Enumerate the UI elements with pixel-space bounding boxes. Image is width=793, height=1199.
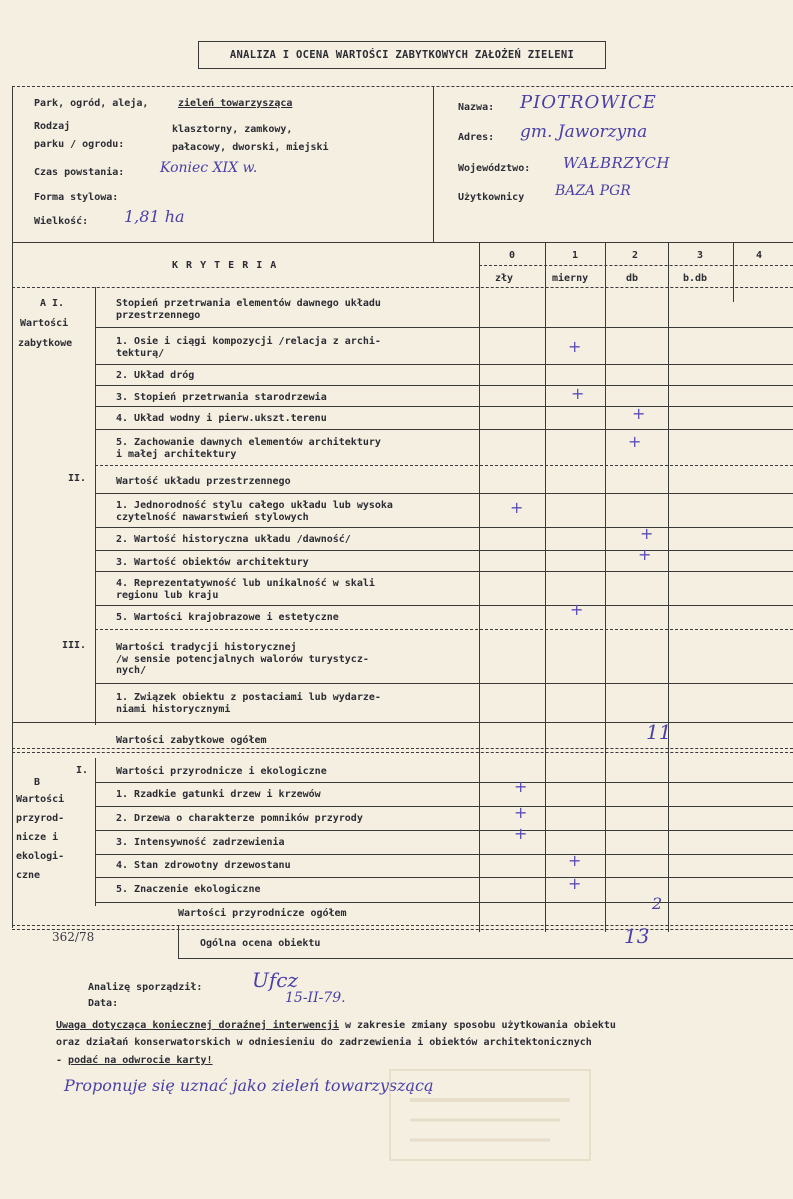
rule — [95, 629, 793, 630]
rule — [95, 465, 793, 466]
criterion-a2-1: 1. Jednorodność stylu całego układu lub wysoka czytelność nawarstwień stylowych — [116, 500, 393, 523]
parku-label: parku / ogrodu: — [34, 139, 125, 150]
col-1-number: 1 — [572, 250, 579, 261]
adres-label: Adres: — [458, 132, 495, 143]
rule — [95, 385, 793, 386]
group-3-title: Wartości tradycji historycznej /w sensie potencjalnych walorów turystycz- nych/ — [116, 642, 369, 676]
criterion-a1-4: 4. Układ wodny i pierw.ukszt.terenu — [116, 413, 327, 424]
data-value: 15-II-79. — [285, 990, 346, 1006]
section-a-side-2: zabytkowe — [18, 338, 73, 349]
nazwa-label: Nazwa: — [458, 102, 495, 113]
rule — [95, 406, 793, 407]
col-divider-4 — [733, 242, 734, 302]
double-rule-total — [12, 925, 793, 930]
mark-a1-5: + — [628, 432, 642, 451]
czas-value: Koniec XIX w. — [160, 160, 258, 176]
rule — [95, 429, 793, 430]
rule — [12, 722, 793, 723]
mark-a2-1: + — [510, 498, 524, 517]
col-4-number: 4 — [756, 250, 763, 261]
rule — [95, 550, 793, 551]
header-row-bottom — [12, 287, 793, 288]
forma-label: Forma stylowa: — [34, 192, 119, 203]
reference-number: 362/78 — [52, 930, 95, 944]
mark-b-2: + — [514, 803, 528, 822]
data-label: Data: — [88, 998, 119, 1009]
mark-b-4: + — [568, 851, 582, 870]
section-a-letter: A I. — [40, 298, 65, 309]
col-divider-2 — [605, 242, 606, 932]
header-bottom-rule — [12, 242, 793, 243]
mark-a2-3: + — [638, 545, 652, 564]
col-0-number: 0 — [509, 250, 516, 261]
uwaga-rest: w zakresie zmiany sposobu użytkowania obiektu — [338, 1020, 616, 1031]
rule — [95, 877, 793, 878]
park-label: Park, ogród, aleja, — [34, 98, 149, 109]
col-divider-0 — [479, 242, 480, 932]
overall-box-left — [178, 926, 179, 958]
overall-box-bottom — [178, 958, 793, 959]
kryteria-header: K R Y T E R I A — [172, 260, 278, 271]
sporzadzil-label: Analizę sporządził: — [88, 982, 203, 993]
mark-b-1: + — [514, 777, 528, 796]
rule — [95, 782, 793, 783]
czas-label: Czas powstania: — [34, 167, 125, 178]
section-b-side-5: czne — [16, 870, 41, 881]
criterion-a2-5: 5. Wartości krajobrazowe i estetyczne — [116, 612, 339, 623]
rodzaj-label: Rodzaj — [34, 121, 71, 132]
col-3-label: b.db — [683, 273, 708, 284]
double-rule-ab — [12, 748, 793, 753]
mark-a1-1: + — [568, 337, 582, 356]
col-divider-1 — [545, 242, 546, 932]
uwaga-line-1 — [56, 1020, 616, 1032]
wojewodztwo-value: WAŁBRZYCH — [563, 154, 670, 172]
rule — [95, 683, 793, 684]
section-b-side-4: ekologi- — [16, 851, 65, 862]
mark-a1-3: + — [571, 384, 585, 403]
uwaga-odwrocie: podać na odwrocie karty! — [68, 1055, 213, 1066]
section-b-total-value: 2 — [652, 894, 663, 913]
mark-a1-4: + — [632, 404, 646, 423]
criterion-a2-3: 3. Wartość obiektów architektury — [116, 557, 309, 568]
criterion-b-4: 4. Stan zdrowotny drzewostanu — [116, 860, 291, 871]
criterion-b-3: 3. Intensywność zadrzewienia — [116, 837, 285, 848]
uwaga-underlined: Uwaga dotycząca koniecznej doraźnej interwencji — [56, 1020, 339, 1031]
rule — [95, 806, 793, 807]
group-2-roman: II. — [68, 473, 87, 484]
rule — [95, 605, 793, 606]
mark-a2-5: + — [570, 600, 584, 619]
col-1-label: mierny — [552, 273, 589, 284]
col-2-number: 2 — [632, 250, 639, 261]
section-b-letter: B — [34, 777, 41, 788]
uzytkownicy-value: BAZA PGR — [555, 183, 631, 199]
col-header-mid-rule — [479, 265, 793, 266]
rule — [95, 327, 793, 328]
criterion-b-2: 2. Drzewa o charakterze pomników przyrody — [116, 813, 363, 824]
section-b-side-1: Wartości — [16, 794, 65, 805]
rule — [95, 830, 793, 831]
col-2-label: db — [626, 273, 639, 284]
rule — [95, 364, 793, 365]
section-b-title: Wartości przyrodnicze i ekologiczne — [116, 766, 327, 777]
criterion-b-5: 5. Znaczenie ekologiczne — [116, 884, 261, 895]
rule — [95, 527, 793, 528]
nazwa-value: PIOTROWICE — [520, 92, 657, 113]
park-type-selected: zieleń towarzysząca — [178, 98, 293, 109]
rodzaj-options-1: klasztorny, zamkowy, — [172, 124, 293, 135]
rule — [95, 493, 793, 494]
criterion-a3-1: 1. Związek obiektu z postaciami lub wydarze- niami historycznymi — [116, 692, 381, 715]
uwaga-line-3 — [56, 1055, 213, 1067]
criterion-a1-5: 5. Zachowanie dawnych elementów architektury i małej architektury — [116, 437, 381, 460]
left-col-divider-a — [95, 287, 96, 725]
handwritten-note: Proponuje się uznać jako zieleń towarzyszącą — [64, 1076, 434, 1095]
mark-b-3: + — [514, 824, 528, 843]
col-0-label: zły — [495, 273, 514, 284]
section-b-side-2: przyrod- — [16, 813, 65, 824]
group-1-title: Stopień przetrwania elementów dawnego układu przestrzennego — [116, 298, 381, 321]
sporzadzil-signature: Ufcz — [252, 968, 298, 992]
mark-a2-2: + — [640, 524, 654, 543]
mark-b-5: + — [568, 874, 582, 893]
section-a-total-value: 11 — [646, 720, 672, 744]
col-divider-3 — [668, 242, 669, 932]
rule — [95, 571, 793, 572]
rule — [95, 902, 793, 903]
group-3-roman: III. — [62, 640, 87, 651]
section-a-total-label: Wartości zabytkowe ogółem — [116, 735, 267, 746]
faded-stamp-graphic — [380, 1060, 600, 1170]
overall-value: 13 — [624, 924, 650, 948]
group-2-title: Wartość układu przestrzennego — [116, 476, 291, 487]
wojewodztwo-label: Województwo: — [458, 163, 531, 174]
overall-label: Ogólna ocena obiektu — [200, 938, 321, 949]
header-divider — [433, 86, 434, 242]
col-3-number: 3 — [697, 250, 704, 261]
rule — [95, 854, 793, 855]
section-a-side-1: Wartości — [20, 318, 69, 329]
criterion-b-1: 1. Rzadkie gatunki drzew i krzewów — [116, 789, 321, 800]
criterion-a1-2: 2. Układ dróg — [116, 370, 195, 381]
wielkosc-value: 1,81 ha — [124, 207, 185, 226]
section-b-total-label: Wartości przyrodnicze ogółem — [178, 908, 347, 919]
uzytkownicy-label: Użytkownicy — [458, 192, 525, 203]
uwaga-line-2: oraz działań konserwatorskich w odniesieniu do zadrzewienia i obiektów architektonicznych — [56, 1037, 592, 1048]
criterion-a2-4: 4. Reprezentatywność lub unikalność w skali regionu lub kraju — [116, 578, 375, 601]
rodzaj-options-2: pałacowy, dworski, miejski — [172, 142, 329, 153]
section-b-side-3: nicze i — [16, 832, 59, 843]
criterion-a1-1: 1. Osie i ciągi kompozycji /relacja z archi- tekturą/ — [116, 336, 381, 359]
criterion-a2-2: 2. Wartość historyczna układu /dawność/ — [116, 534, 351, 545]
uwaga-dash: - — [56, 1055, 69, 1066]
criterion-a1-3: 3. Stopień przetrwania starodrzewia — [116, 392, 327, 403]
wielkosc-label: Wielkość: — [34, 216, 89, 227]
document-title: ANALIZA I OCENA WARTOŚCI ZABYTKOWYCH ZAŁOŻEŃ ZIELENI — [198, 41, 606, 69]
left-col-divider-b — [95, 758, 96, 906]
section-b-roman: I. — [76, 765, 89, 776]
adres-value: gm. Jaworzyna — [520, 122, 648, 142]
